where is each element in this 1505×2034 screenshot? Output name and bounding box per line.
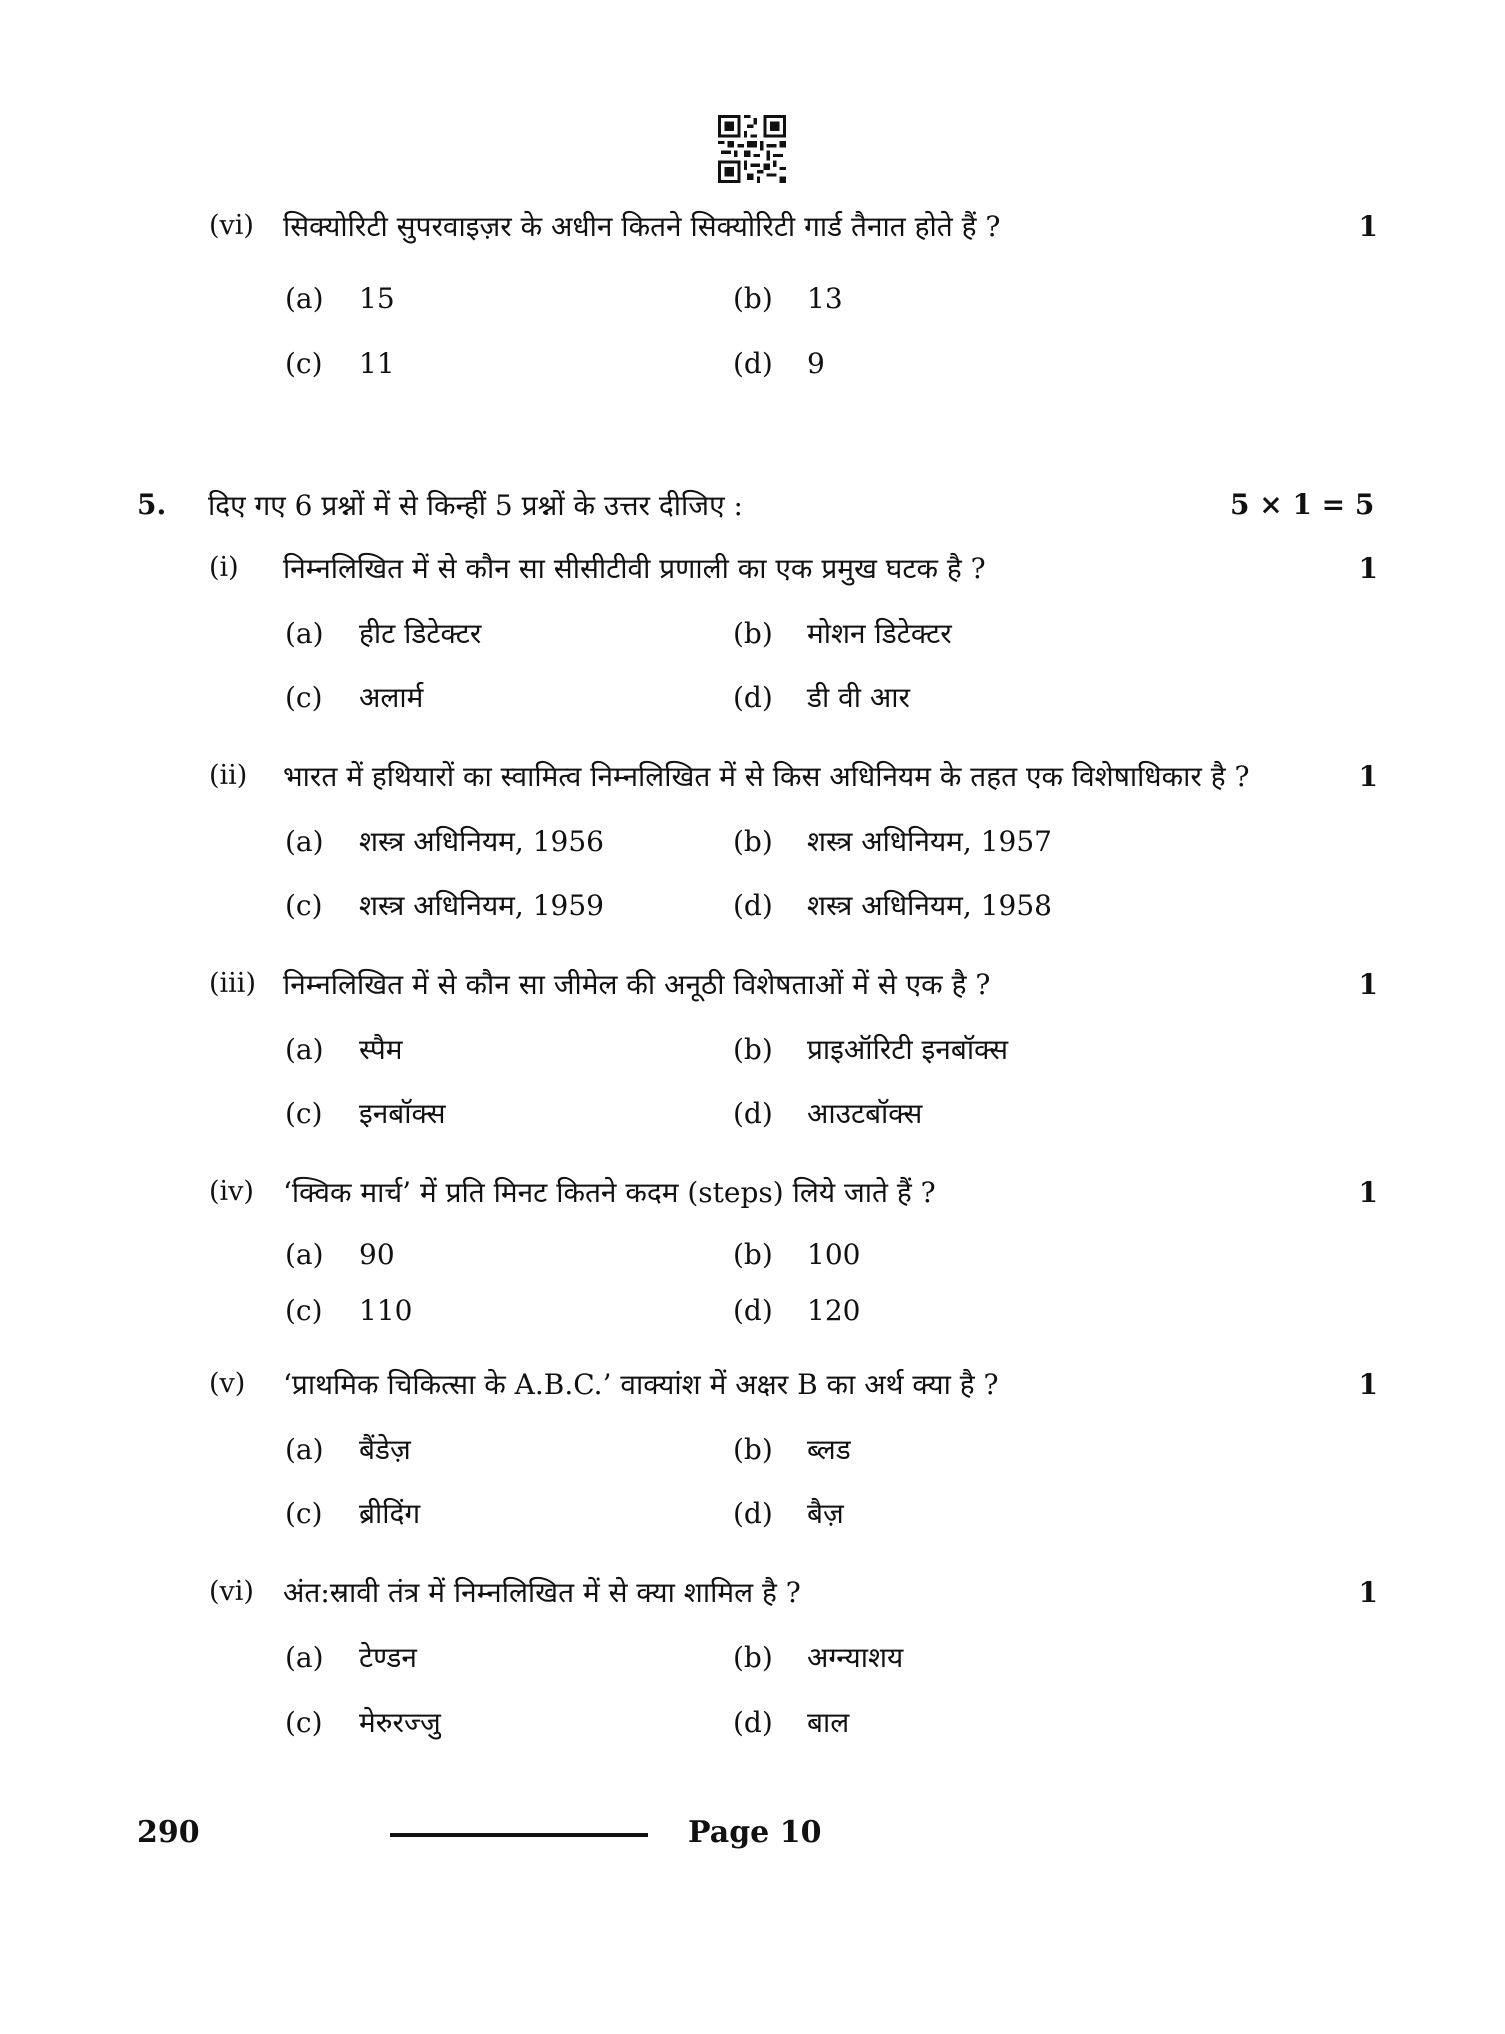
option-label: (a) [285,1641,324,1674]
option-d [733,678,910,716]
option-label: (b) [733,1033,773,1066]
option-text: 90 [359,1238,395,1271]
question-text: ‘क्विक मार्च’ में प्रति मिनट कितने कदम (steps) लिये जाते हैं ? [283,1176,936,1209]
option-text: 15 [359,282,395,315]
option-d [733,1094,922,1132]
option-b [733,614,952,652]
option-text: बाल [807,1706,850,1739]
option-text: आउटबॉक्स [807,1097,923,1130]
option-text: 100 [807,1238,861,1271]
option-label: (a) [285,1033,324,1066]
question-text: निम्नलिखित में से कौन सा जीमेल की अनूठी विशेषताओं में से एक है ? [283,968,991,1001]
option-text: शस्त्र अधिनियम, 1958 [807,889,1052,922]
option-label: (a) [285,282,324,315]
paper-code: 290 [137,1815,200,1850]
question-number: (i) [209,552,239,583]
option-label: (d) [733,1497,773,1530]
option-c [285,678,423,716]
option-text: अलार्म [359,681,424,714]
question-number: (v) [209,1368,246,1399]
question-number: (iv) [209,1176,254,1207]
question-number: (iii) [209,968,256,999]
option-text: बैंडेज़ [359,1433,411,1466]
option-label: (d) [733,681,773,714]
option-label: (d) [733,347,773,380]
option-text: प्राइऑरिटी इनबॉक्स [807,1033,1009,1066]
option-label: (a) [285,1238,324,1271]
option-label: (b) [733,825,773,858]
option-label: (c) [285,1294,323,1327]
question-text: अंत:स्रावी तंत्र में निम्नलिखित में से क्या शामिल है ? [283,1576,801,1609]
question-marks: 1 [1358,1576,1378,1609]
option-text: ब्लड [807,1433,851,1466]
option-text: हीट डिटेक्टर [359,617,482,650]
option-c [285,1703,441,1741]
option-label: (b) [733,1641,773,1674]
option-text: डी वी आर [807,681,910,714]
question-number: (vi) [209,210,254,241]
option-label: (b) [733,282,773,315]
option-label: (b) [733,1433,773,1466]
option-d [733,886,1052,924]
question-marks: 1 [1358,760,1378,793]
option-label: (d) [733,889,773,922]
option-text: शस्त्र अधिनियम, 1959 [359,889,604,922]
option-text: 9 [807,347,825,380]
option-text: 11 [359,347,395,380]
option-text: शस्त्र अधिनियम, 1957 [807,825,1052,858]
question-marks: 1 [1358,552,1378,585]
option-label: (d) [733,1294,773,1327]
question-number: (ii) [209,760,248,791]
question-marks: 1 [1358,210,1378,243]
question-text: ‘प्राथमिक चिकित्सा के A.B.C.’ वाक्यांश में अक्षर B का अर्थ क्या है ? [283,1368,999,1401]
option-label: (a) [285,1433,324,1466]
option-a [285,1030,403,1068]
option-a [285,1638,417,1676]
question-text: भारत में हथियारों का स्वामित्व निम्नलिखित में से किस अधिनियम के तहत एक विशेषाधिकार है ? [283,760,1250,793]
option-c [285,1494,420,1532]
option-a [285,1430,411,1468]
option-text: ब्रीदिंग [359,1497,421,1530]
option-text: मेरुरज्जु [359,1706,441,1739]
question-marks: 1 [1358,1368,1378,1401]
section-number: 5. [137,488,167,521]
option-label: (c) [285,681,323,714]
option-d [733,1294,860,1327]
question-marks: 1 [1358,968,1378,1001]
option-text: टेण्डन [359,1641,417,1674]
option-text: 110 [359,1294,413,1327]
option-b [733,822,1052,860]
question-text: निम्नलिखित में से कौन सा सीसीटीवी प्रणाली का एक प्रमुख घटक है ? [283,552,986,585]
option-text: शस्त्र अधिनियम, 1956 [359,825,604,858]
option-label: (d) [733,1706,773,1739]
section-instruction: दिए गए 6 प्रश्नों में से किन्हीं 5 प्रश्नों के उत्तर दीजिए : [208,489,743,522]
option-b [733,1430,851,1468]
qr-code-icon [718,115,786,183]
option-label: (b) [733,1238,773,1271]
footer-divider [390,1833,648,1837]
option-text: अग्न्याशय [807,1641,904,1674]
question-marks: 1 [1358,1176,1378,1209]
option-a [285,282,395,315]
option-a [285,1238,395,1271]
option-b [733,1638,903,1676]
option-a [285,822,604,860]
option-label: (c) [285,1706,323,1739]
option-label: (b) [733,617,773,650]
option-text: मोशन डिटेक्टर [807,617,952,650]
option-label: (c) [285,347,323,380]
option-label: (a) [285,825,324,858]
option-c [285,886,604,924]
option-d [733,347,825,380]
option-b [733,1238,860,1271]
option-c [285,347,395,380]
option-label: (c) [285,889,323,922]
option-text: इनबॉक्स [359,1097,446,1130]
option-text: 120 [807,1294,861,1327]
option-text: 13 [807,282,843,315]
option-c [285,1094,446,1132]
page-number: Page 10 [688,1815,822,1850]
option-label: (c) [285,1497,323,1530]
question-number: (vi) [209,1576,254,1607]
option-label: (a) [285,617,324,650]
option-a [285,614,481,652]
option-d [733,1703,849,1741]
option-d [733,1494,844,1532]
section-marks: 5 × 1 = 5 [1230,488,1375,521]
option-b [733,282,843,315]
option-b [733,1030,1008,1068]
option-label: (d) [733,1097,773,1130]
option-label: (c) [285,1097,323,1130]
question-text: सिक्योरिटी सुपरवाइज़र के अधीन कितने सिक्योरिटी गार्ड तैनात होते हैं ? [283,210,1001,243]
option-text: स्पैम [359,1033,403,1066]
option-text: बैज़ [807,1497,844,1530]
option-c [285,1294,412,1327]
